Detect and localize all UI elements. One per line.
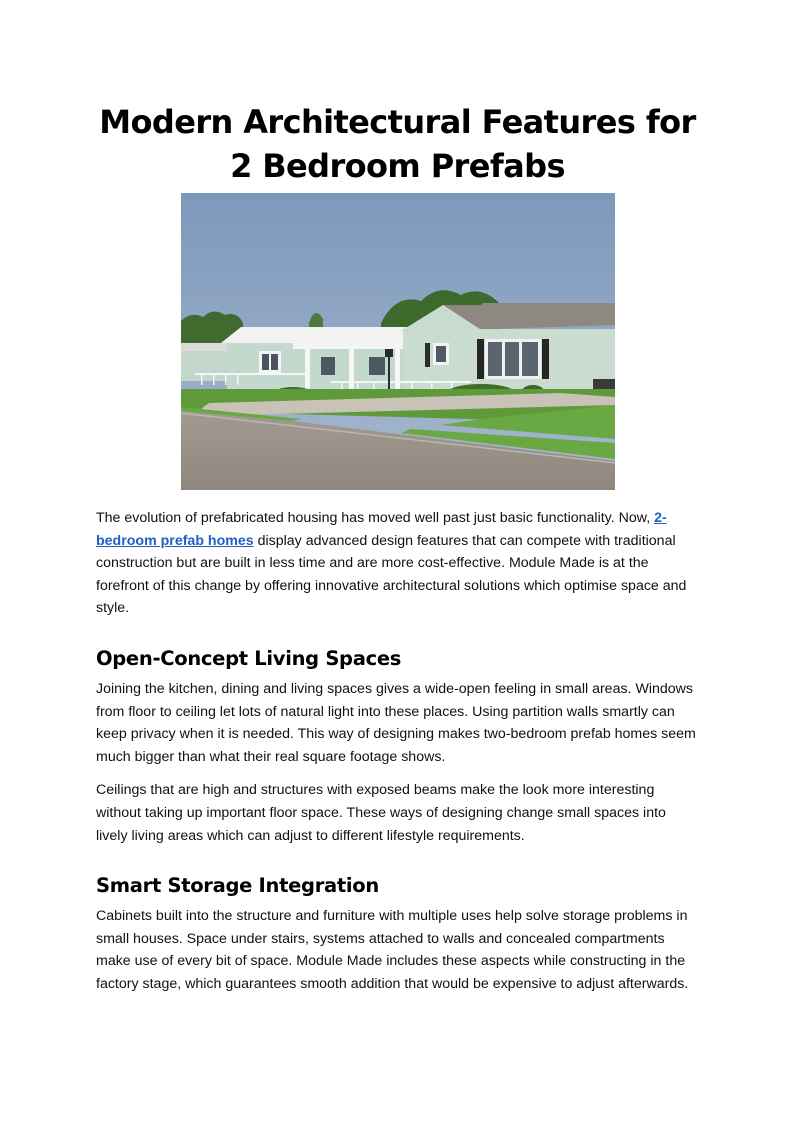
house-photo [181,193,615,490]
smart-storage-paragraph-1: Cabinets built into the structure and furniture with multiple uses help solve storage problems in small houses. Space under stairs, systems attached to walls and concealed compartments make use of every bit of space. Module Made includes these aspects while constructing in the factory stage, which guarantees smooth addition that would be expensive to adjust afterwards. [96,908,689,992]
intro-text-before-link: The evolution of prefabricated housing has moved well past just basic functionality. Now, [96,510,655,526]
document-title: Modern Architectural Features for 2 Bedroom Prefabs [99,103,696,185]
open-concept-paragraph-1: Joining the kitchen, dining and living spaces gives a wide-open feeling in small areas. Windows from floor to ceiling let lots of natural light into these places. Using partition walls smartly can keep privacy when it is needed. This way of designing makes two-bedroom prefab homes seem much bigger than what their real square footage shows. [96,680,696,765]
prefab-homes-link[interactable]: 2-bedroom prefab homes [96,510,667,549]
open-concept-paragraph-2: Ceilings that are high and structures with exposed beams make the look more interesting without taking up important floor space. These ways of designing change small spaces into lively living areas which can adjust to different lifestyle requirements. [96,782,666,844]
intro-paragraph [96,507,699,620]
section-heading-smart-storage: Smart Storage Integration [96,874,379,898]
section-heading-open-concept: Open-Concept Living Spaces [96,646,402,670]
intro-text-after-link: display advanced design features that can compete with traditional construction but are built in less time and are more cost-effective. Module Made is at the forefront of this change by offering innovative architectural solutions which optimise space and style. [96,532,687,617]
